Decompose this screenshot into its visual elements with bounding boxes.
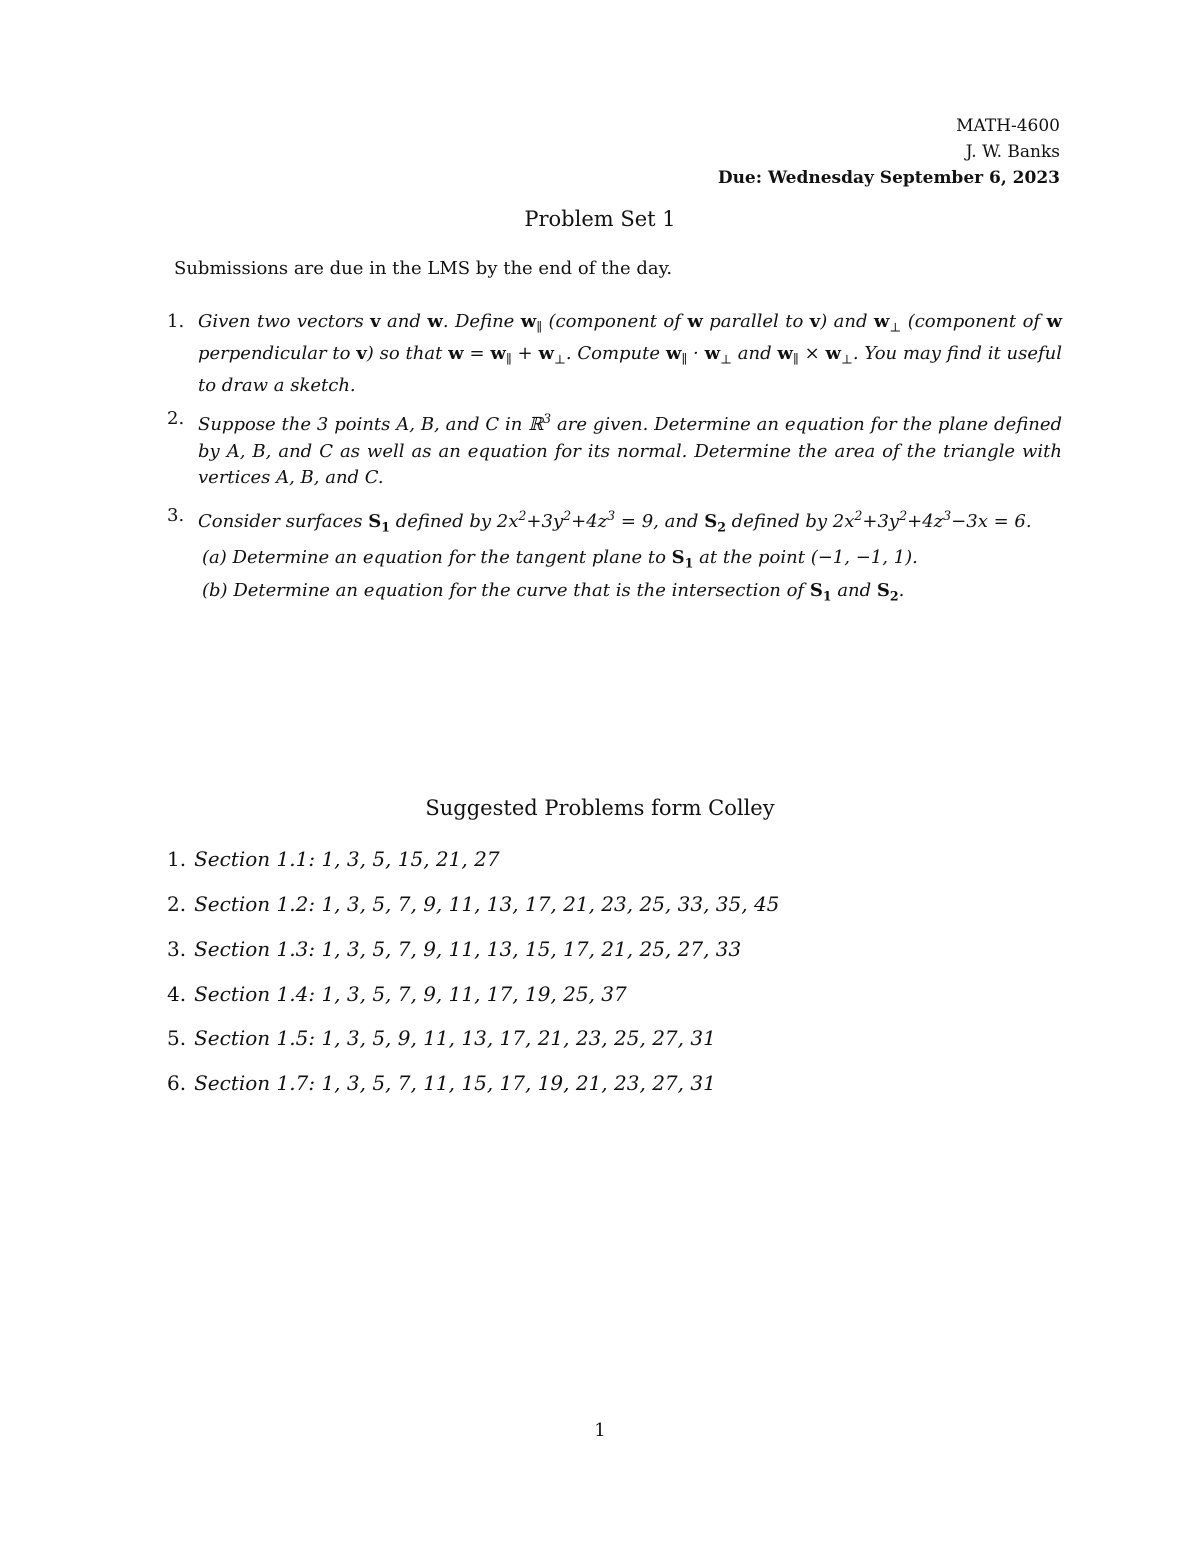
item-number: 6. — [167, 1071, 187, 1095]
problem-text: Suppose the 3 points A, B, and C in ℝ$^3$ are given. Determine an equation for the plane defined by A, B, and C as well as an equation for its normal. Determine the area of the triangle with vertices A, B, and C. — [198, 411, 1062, 488]
item-number: 1. — [167, 847, 187, 871]
subpart-text: Determine an equation for the curve that is the intersection of $S_1$ and $S_2$. — [233, 580, 905, 604]
subpart-b — [202, 580, 904, 604]
problem-3 — [167, 503, 1062, 541]
item-text: Section 1.3: 1, 3, 5, 7, 9, 11, 13, 15, 17, 21, 25, 27, 33 — [194, 937, 742, 961]
item-number: 2. — [167, 892, 187, 916]
intro-text: Submissions are due in the LMS by the end of the day. — [174, 258, 673, 279]
header — [718, 113, 1060, 191]
suggested-item — [167, 892, 779, 916]
suggested-item — [167, 847, 500, 871]
suggested-item — [167, 982, 627, 1006]
instructor-name: J. W. Banks — [965, 142, 1060, 162]
course-code: MATH-4600 — [956, 116, 1060, 136]
item-number: 5. — [167, 1026, 187, 1050]
problem-number: 1. — [167, 311, 185, 332]
item-text: Section 1.1: 1, 3, 5, 15, 21, 27 — [194, 847, 500, 871]
item-number: 3. — [167, 937, 187, 961]
subpart-label: (b) — [202, 580, 228, 601]
due-date: Due: Wednesday September 6, 2023 — [717, 168, 1060, 188]
suggested-item — [167, 937, 741, 961]
item-text: Section 1.7: 1, 3, 5, 7, 11, 15, 17, 19, 21, 23, 27, 31 — [194, 1071, 716, 1095]
problem-number: 3. — [167, 505, 185, 526]
item-text: Section 1.2: 1, 3, 5, 7, 9, 11, 13, 17, 21, 23, 25, 33, 35, 45 — [194, 892, 780, 916]
page-title: Problem Set 1 — [524, 207, 676, 231]
page-number: 1 — [594, 1420, 606, 1441]
problem-number: 2. — [167, 408, 185, 429]
item-text: Section 1.5: 1, 3, 5, 9, 11, 13, 17, 21, 23, 25, 27, 31 — [194, 1026, 716, 1050]
subpart-a — [202, 547, 918, 571]
subpart-text: Determine an equation for the tangent plane to $S_1$ at the point (−1, −1, 1). — [232, 547, 918, 571]
suggested-item — [167, 1026, 716, 1050]
item-number: 4. — [167, 982, 187, 1006]
suggested-item — [167, 1071, 716, 1095]
item-text: Section 1.4: 1, 3, 5, 7, 9, 11, 17, 19, 25, 37 — [194, 982, 627, 1006]
subpart-label: (a) — [202, 547, 227, 568]
suggested-title: Suggested Problems form Colley — [425, 796, 775, 820]
problem-text: Given two vectors v and w. Define $w_\parallel$ (component of w parallel to v) and $w_\perp$ (component of w perpendicular to v) so that $w = w_\parallel + w_\perp$. Compute $w_\parallel \cdot w_\perp$ and $w_\parallel \times w_\perp$. You may find it useful to draw a sketch. — [198, 311, 1063, 397]
problem-2 — [167, 406, 1062, 492]
problem-text: Consider surfaces $S_1$ defined by $2x^2+3y^2+4z^3 = 9$, and $S_2$ defined by $2x^2+3y^2+4z^3-3x = 6$. — [198, 508, 1032, 535]
problem-1 — [167, 309, 1062, 400]
